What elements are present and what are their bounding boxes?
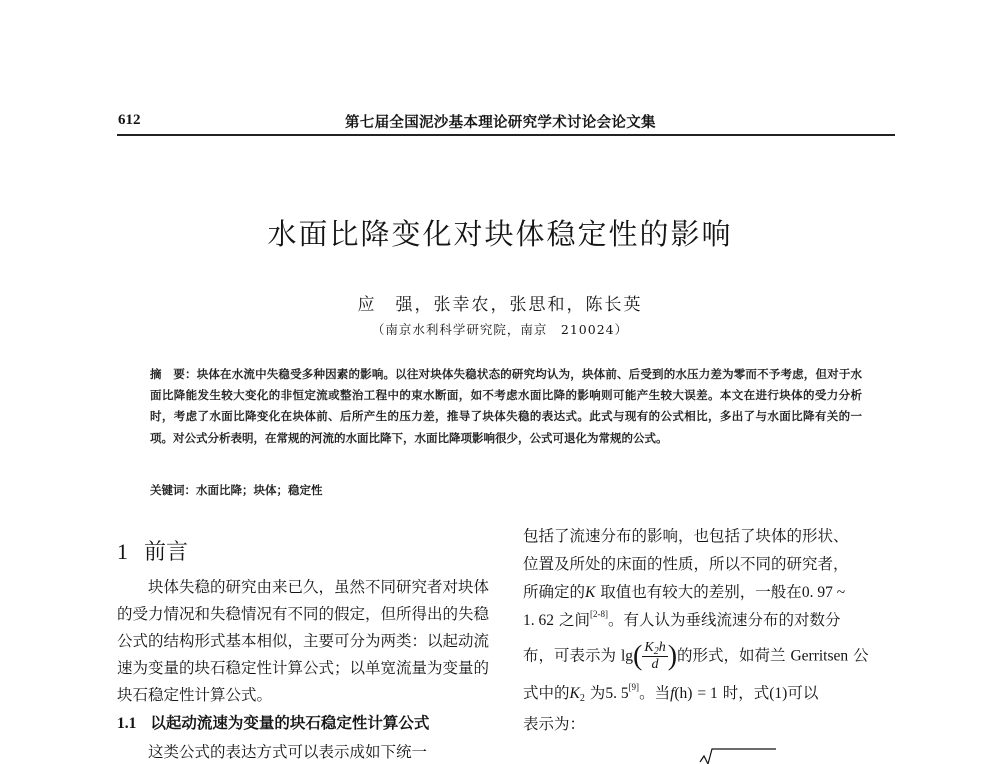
proceedings-title: 第七届全国泥沙基本理论研究学术讨论会论文集 [345,114,656,131]
text: 。当 [639,684,671,702]
affiliation: （南京水利科学研究院，南京 210024） [371,322,629,337]
citation: [9] [628,682,640,692]
right-line-2: 位置及所处的床面的性质，所以不同的研究者， [523,555,849,573]
symbol-K: K [569,685,580,702]
section-number: 1 [117,539,128,564]
section-heading [117,535,188,566]
equation-ref: (1) [769,685,788,702]
subscript: 2 [579,693,585,704]
right-line-7: 表示为： [523,715,586,733]
left-paren: ( [633,640,643,672]
paragraph-continuation: 这类公式的表达方式可以表示成如下统一 [148,743,428,761]
keywords-text: 水面比降；块体；稳定性 [196,483,323,497]
left-column-body [117,574,489,709]
text: 为 [589,684,606,702]
text: 的形式，如荷兰 [677,646,786,665]
text: 公 [853,646,869,665]
right-line-6 [523,681,895,703]
symbol-h: h [658,640,666,655]
text: 取值也有较大的差别，一般在 [600,583,802,601]
sqrt-symbol-partial [698,748,778,764]
right-line-4 [523,608,895,630]
range-value: 1. 62 [523,612,554,629]
subsection-title: 以起动流速为变量的块石稳定性计算公式 [150,713,430,732]
text: 之间 [558,611,590,629]
paper-title: 水面比降变化对块体稳定性的影响 [267,217,733,251]
abstract [150,364,862,449]
text: 所确定的 [523,583,586,601]
right-line-1: 包括了流速分布的影响，也包括了块体的形状、 [523,527,849,545]
page-number: 612 [118,112,141,128]
log-symbol: lg [620,647,634,665]
text: 。有人认为垂线流速分布的对数分 [607,611,841,629]
argument: (h) [674,685,693,702]
abstract-text: 块体在水流中失稳受多种因素的影响。以往对块体失稳状态的研究均认为，块体前、后受到的水压力差为零而不予考虑，但对于水面比降能发生较大变化的非恒定流或整治工程中的束水断面，如不考虑水面比降的影响则可能产生较大误差。本文在进行块体的受力分析时，考虑了水面比降变化在块体前、后所产生的压力差，推导了块体失稳的表达式。此式与现有的公式相比，多出了与水面比降有关的一项。对公式分析表明，在常规的河流的水面比降下，水面比降项影响很少，公式可退化为常规的公式。 [150,367,862,445]
abstract-label: 摘 要： [150,367,197,381]
subsection-number: 1.1 [117,715,137,732]
range-value: 0. 97 ~ [801,584,846,601]
value: 5. 5 [605,685,629,702]
keywords-label: 关键词： [150,483,196,497]
fraction-numerator [642,640,667,657]
symbol-f: f [670,685,675,702]
subscript: 2 [653,646,659,657]
citation: [2-8] [589,609,608,619]
fraction [642,640,667,673]
symbol-K: K [644,640,654,655]
symbol-K: K [585,584,596,601]
subsection-heading [117,711,429,733]
fraction-denominator: d [651,657,659,672]
author-name: Gerritsen [790,647,849,665]
radical-sign [700,749,776,764]
right-line-5 [523,640,895,673]
section-title: 前言 [144,539,189,564]
author-list: 应 强，张幸农，张思和，陈长英 [357,295,643,315]
keywords [150,482,323,498]
text: 时，式 [722,684,770,702]
right-paren: ) [667,640,678,672]
intro-paragraph: 块体失稳的研究由来已久，虽然不同研究者对块体的受力情况和失稳情况有不同的假定，但所得出的失稳公式的结构形式基本相似，主要可分为两类：以起动流速为变量的块石稳定性计算公式；以单宽流量为变量的块石稳定性计算公式。 [117,578,490,704]
header-rule [117,134,895,136]
right-line-3 [523,580,895,602]
text: 可以 [787,684,819,702]
equals-one: = 1 [697,685,718,702]
text: 式中的 [523,684,570,702]
text: 布，可表示为 [523,646,617,665]
